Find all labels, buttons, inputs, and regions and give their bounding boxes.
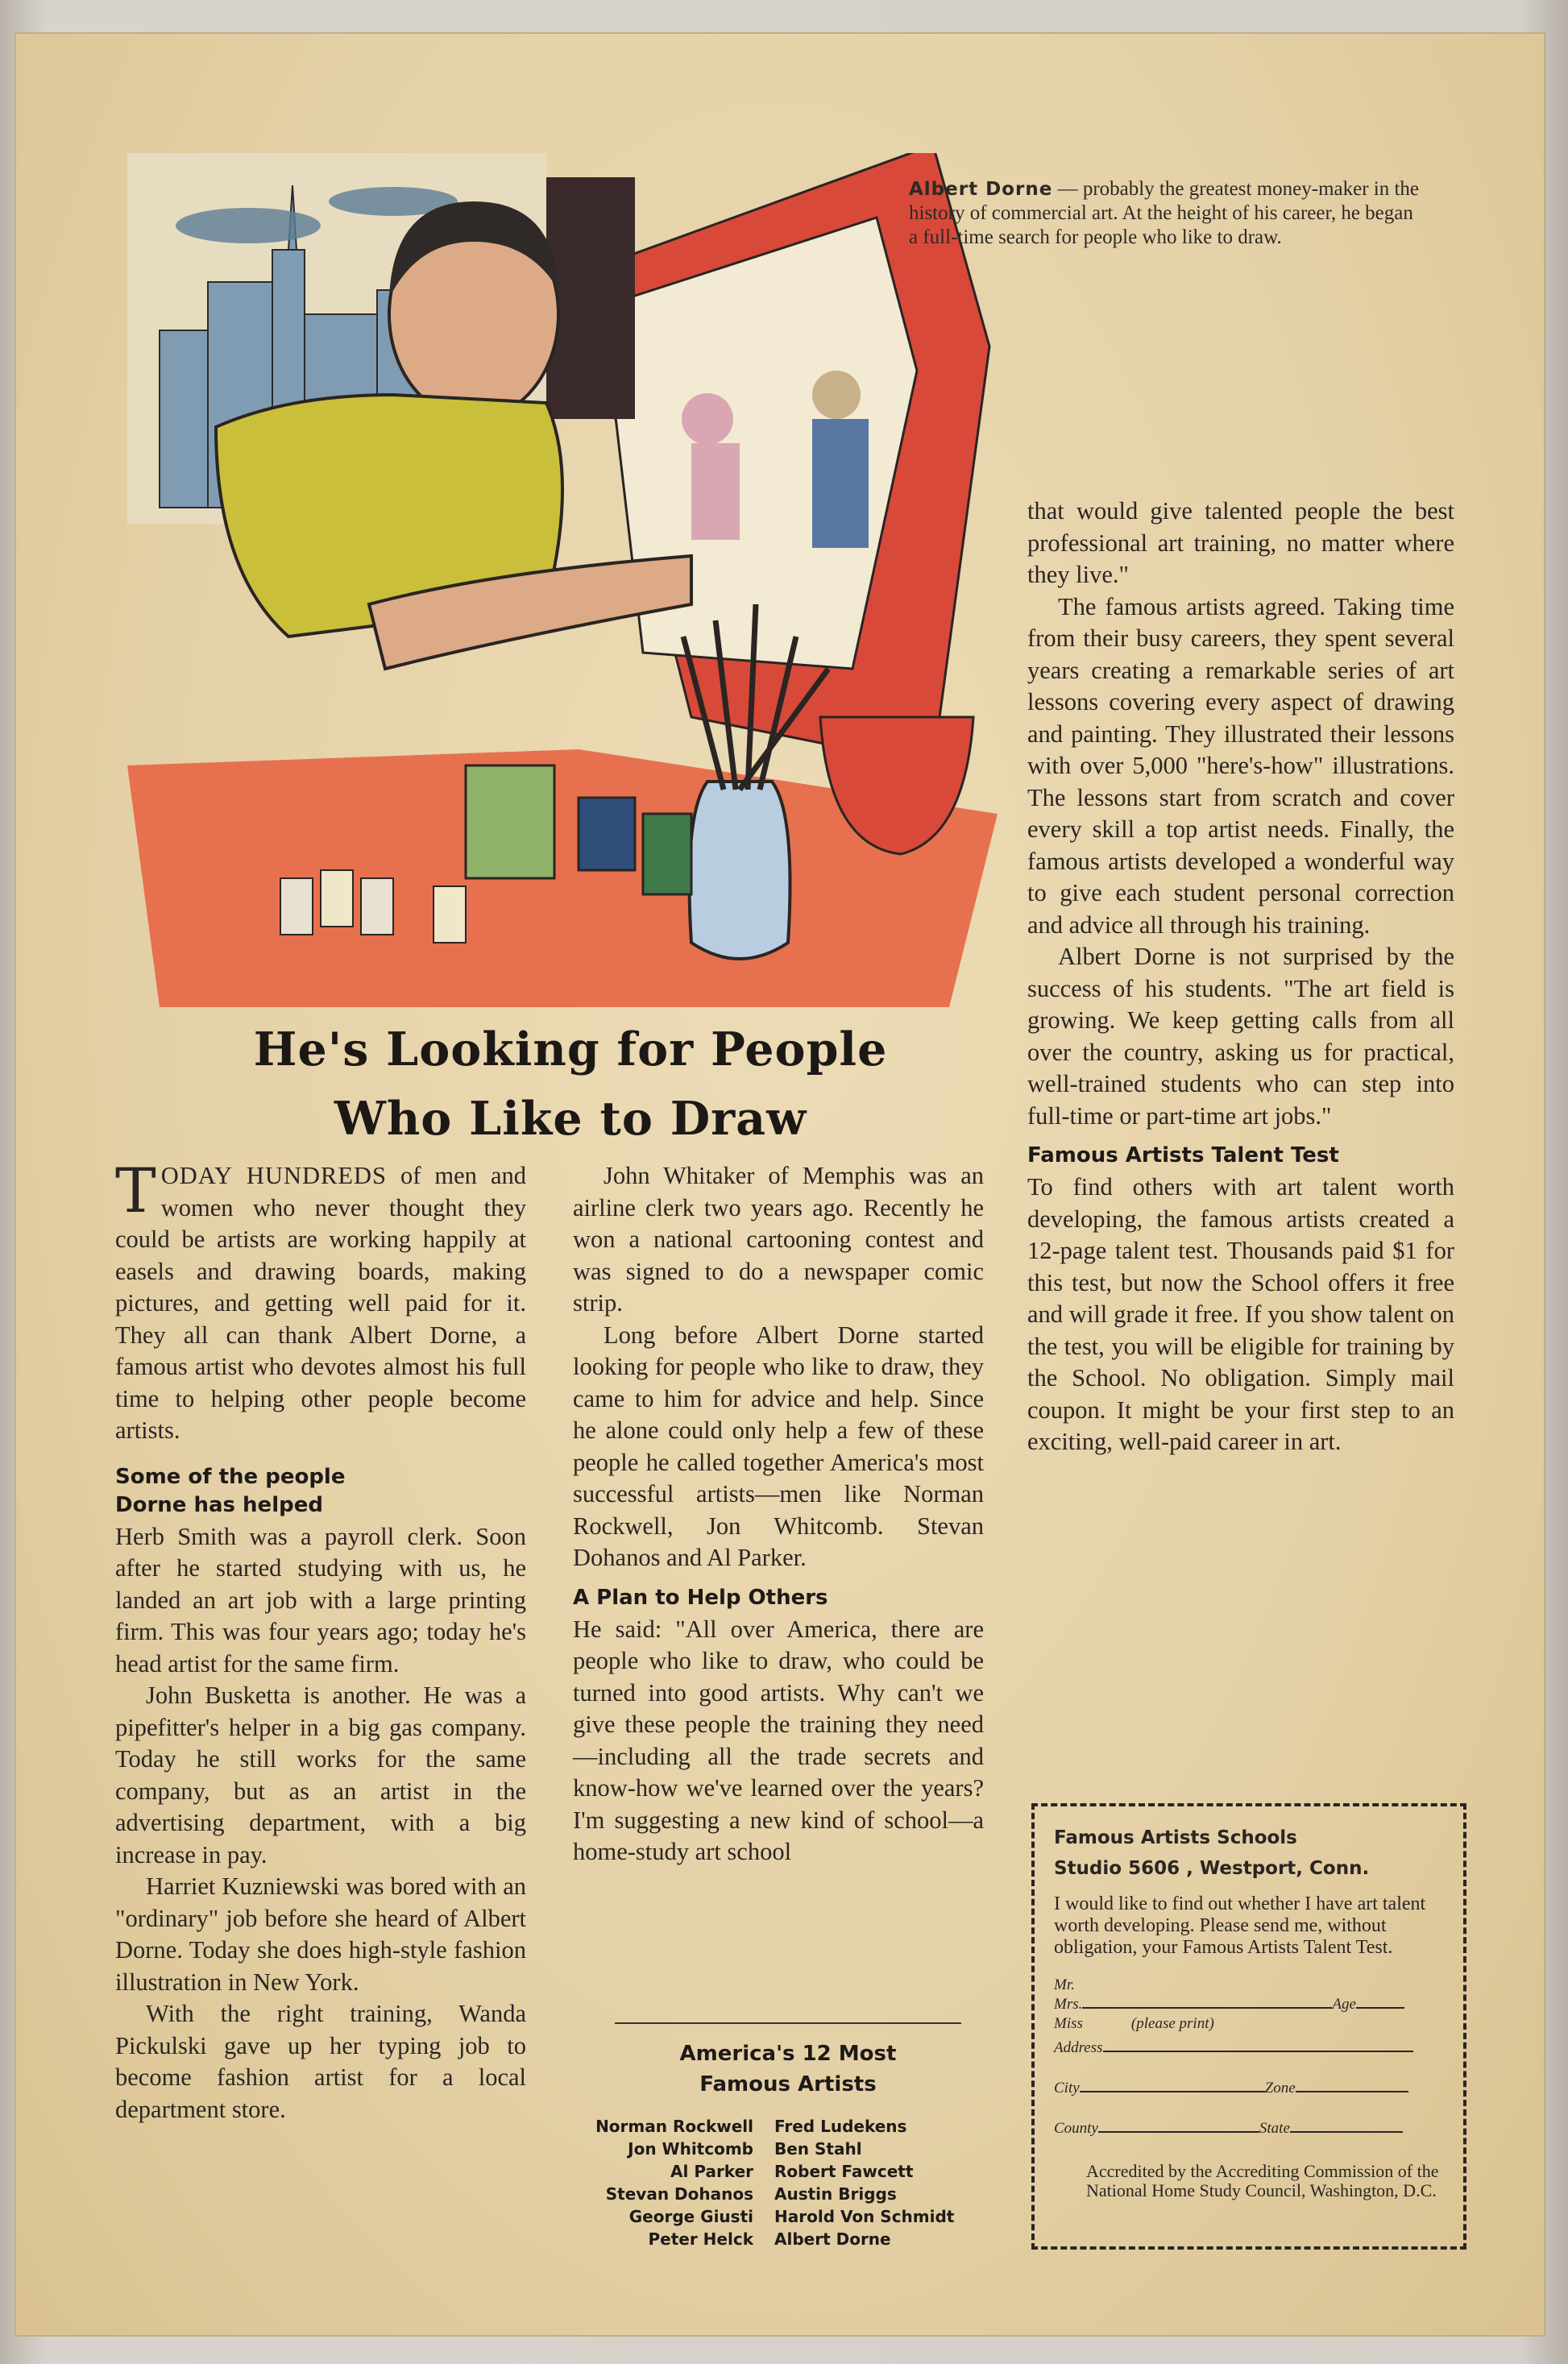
paragraph-he-said: He said: "All over America, there are people who like to draw, who could be turned into good artists. Why can't we give these people the training they need—including all the trade secrets and know-how we've learned over the years? I'm suggesting a new kind of school—a home-study art school — [573, 1615, 984, 1865]
paragraph-harriet-kuzniewski: Harriet Kuzniewski was bored with an "ordinary" job before she heard of Albert Dorne. Today she does high-style fashion illustration in New York. — [115, 1873, 526, 1996]
artist-name: Fred Ludekens — [774, 2117, 907, 2136]
intro-smallcaps: ODAY HUNDREDS — [160, 1162, 387, 1189]
intro-text: of men and women who never thought they could be artists are working happily at easels and drawing boards, making pictures, and getting well paid for it. They all can thank Albert Dorne, a famous artist who devotes almost his full time to helping other people become artists. — [115, 1162, 526, 1444]
paragraph-artists-agreed: The famous artists agreed. Taking time from their busy careers, they spent several years creating a remarkable series of art lessons covering every aspect of drawing and painting. They illustrated their lessons with over 5,000 "here's-how" illustrations. The lessons start from scratch and cover every skill a top artist needs. Finally, the famous artists developed a wonderful way to give each student personal correction and advice all through his training. — [1027, 592, 1454, 939]
coupon-age-label: Age — [1332, 1996, 1356, 2013]
column-3 — [1027, 496, 1454, 1458]
artists-row — [562, 2160, 1014, 2183]
artist-name: Robert Fawcett — [774, 2162, 914, 2181]
magazine-page — [15, 32, 1545, 2337]
coupon-studio: Studio 5606 , Westport, Conn. — [1054, 1858, 1370, 1879]
artist-name: Harold Von Schmidt — [774, 2207, 955, 2226]
paragraph-not-surprised: Albert Dorne is not surprised by the success of his students. "The art field is growing. We keep getting calls from all over the country, asking us for practical, well-trained students who can step into full-time or part-time art jobs." — [1027, 943, 1454, 1130]
coupon-name-fields — [1054, 1976, 1444, 2146]
paragraph-talent-test: To find others with art talent worth developing, the famous artists created a 12-page talent test. Thousands paid $1 for this test, but now the School offers it free and will grade it free. If you show talent on the test, you will be eligible for training by the School. No obligation. Simply mail coupon. It might be your first step to an exciting, well-paid career in art. — [1027, 1173, 1454, 1455]
artist-name: Austin Briggs — [774, 2184, 897, 2204]
artist-name: Norman Rockwell — [595, 2117, 753, 2136]
caption-text: — probably the greatest money-maker in the history of commercial art. At the height of his career, he began a full-time search for people who like to draw. — [909, 178, 1420, 248]
mail-coupon[interactable] — [1031, 1803, 1466, 2250]
column-2 — [573, 1160, 984, 1868]
artist-name: Jon Whitcomb — [628, 2139, 753, 2159]
divider-rule — [615, 2022, 961, 2024]
artist-name: Al Parker — [670, 2162, 753, 2181]
artist-name: Ben Stahl — [774, 2139, 862, 2159]
paragraph-wanda-pickulski: With the right training, Wanda Pickulski gave up her typing job to become fashion artist for a local department store. — [115, 2000, 526, 2123]
paragraph-john-whitaker: John Whitaker of Memphis was an airline clerk two years ago. Recently he won a national cartooning contest and was signed to do a newspaper comic strip. — [573, 1162, 984, 1317]
artists-list — [562, 2115, 1014, 2250]
artists-title-line-2: Famous Artists — [699, 2072, 877, 2096]
artists-title — [579, 2038, 998, 2100]
caption-name: Albert Dorne — [909, 179, 1053, 200]
paragraph-herb-smith: Herb Smith was a payroll clerk. Soon after he started studying with us, he landed an art job with a large printing firm. This was four years ago; today he's head artist for the same firm. — [115, 1522, 526, 1678]
intro-paragraph — [115, 1155, 526, 1447]
age-field[interactable] — [1356, 2007, 1404, 2009]
coupon-body: I would like to find out whether I have art talent worth developing. Please send me, without obligation, your Famous Artists Talent Test. — [1054, 1893, 1426, 1958]
headline-line-2: Who Like to Draw — [334, 1092, 807, 1146]
artist-name: Stevan Dohanos — [605, 2184, 753, 2204]
artists-row — [562, 2228, 1014, 2250]
headline-line-1: He's Looking for People — [253, 1022, 888, 1076]
artist-name: George Giusti — [628, 2207, 753, 2226]
coupon-address-line[interactable] — [1054, 2039, 1444, 2065]
paragraph-long-before: Long before Albert Dorne started looking for people who like to draw, they came to him for advice and help. Since he alone could only help a few of these people he called together America's most successful artists—men like Norman Rockwell, Jon Whitcomb. Stevan Dohanos and Al Parker. — [573, 1321, 984, 1571]
headline — [135, 1015, 1006, 1154]
coupon-city-label: City — [1054, 2080, 1080, 2096]
artists-row — [562, 2138, 1014, 2160]
coupon-school: Famous Artists Schools — [1054, 1827, 1297, 1848]
zone-field[interactable] — [1296, 2091, 1408, 2092]
coupon-zone-label: Zone — [1264, 2080, 1296, 2096]
coupon-county-line[interactable] — [1054, 2120, 1444, 2146]
paragraph-john-busketta: John Busketta is another. He was a pipefitter's helper in a big gas company. Today he still works for the same company, but as an artist in the advertising department, with a big increase in pay. — [115, 1682, 526, 1868]
coupon-miss-label: Miss — [1054, 2015, 1083, 2032]
state-field[interactable] — [1290, 2131, 1403, 2133]
coupon-accreditation: Accredited by the Accrediting Commission of the National Home Study Council, Washington, D.C. — [1086, 2161, 1439, 2200]
illustration-caption — [909, 177, 1425, 250]
subhead-plan: A Plan to Help Others — [573, 1585, 828, 1610]
artists-title-line-1: America's 12 Most — [679, 2042, 897, 2066]
artists-row — [562, 2183, 1014, 2205]
coupon-name-line[interactable] — [1054, 1996, 1444, 2015]
county-field[interactable] — [1098, 2131, 1259, 2133]
artist-name: Albert Dorne — [774, 2229, 891, 2249]
subhead-line-2: Dorne has helped — [115, 1492, 323, 1517]
coupon-mrs-label: Mrs. — [1054, 1996, 1083, 2013]
artists-row — [562, 2205, 1014, 2228]
subhead-line-1: Some of the people — [115, 1464, 346, 1489]
drop-cap: T — [115, 1155, 156, 1226]
coupon-address-label: Address — [1054, 2039, 1103, 2056]
artist-name: Peter Helck — [648, 2229, 753, 2249]
coupon-miss-line — [1054, 2015, 1444, 2039]
coupon-please-print: (please print) — [1130, 2015, 1214, 2032]
subhead-people-helped — [115, 1462, 526, 1521]
coupon-county-label: County — [1054, 2120, 1098, 2137]
coupon-state-label: State — [1259, 2120, 1290, 2137]
coupon-city-line[interactable] — [1054, 2080, 1444, 2105]
address-field[interactable] — [1103, 2051, 1413, 2052]
paragraph-continued: that would give talented people the best professional art training, no matter where they live." — [1027, 497, 1454, 588]
coupon-mr-label: Mr. — [1054, 1976, 1075, 1993]
name-field[interactable] — [1082, 2007, 1332, 2009]
subhead-talent-test: Famous Artists Talent Test — [1027, 1143, 1339, 1167]
column-1 — [115, 1155, 526, 2126]
city-field[interactable] — [1080, 2091, 1265, 2092]
artists-row — [562, 2115, 1014, 2138]
artist-illustration — [127, 153, 998, 1007]
